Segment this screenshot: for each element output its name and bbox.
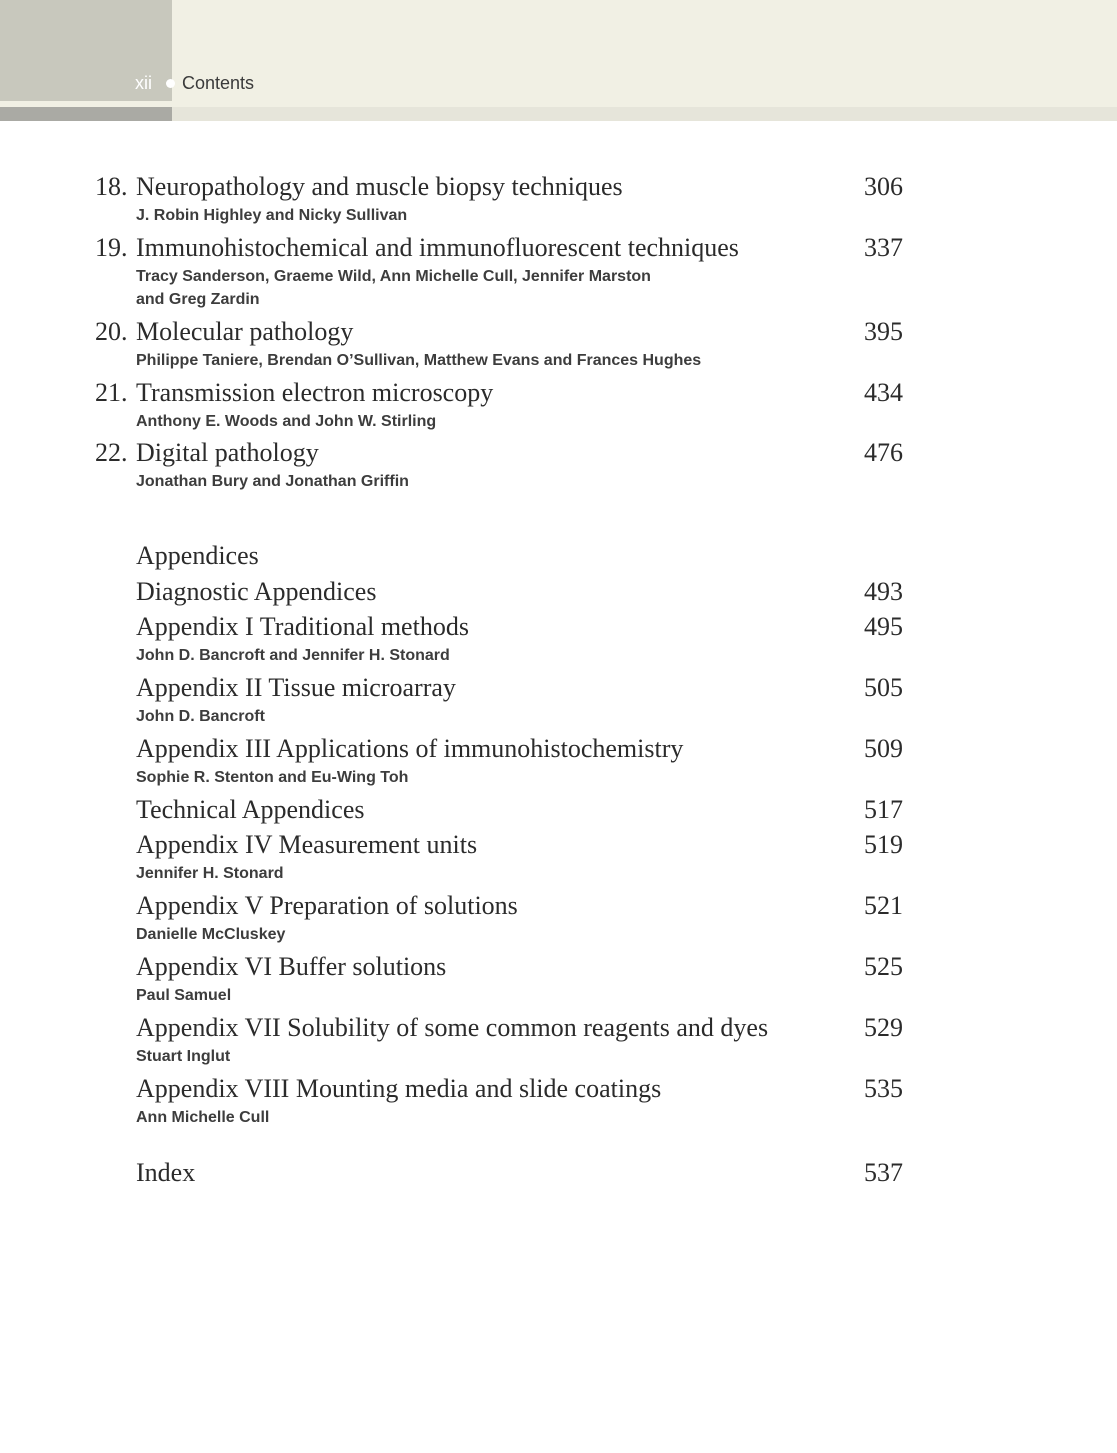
chapter-title: Molecular pathology	[136, 317, 354, 346]
page-ref: 337	[864, 233, 903, 262]
appendix-authors: Sophie R. Stenton and Eu-Wing Toh	[136, 769, 409, 786]
page-ref: 395	[864, 317, 903, 346]
section-title: Diagnostic Appendices	[136, 577, 377, 606]
chapter-number: 22.	[95, 438, 128, 467]
page-ref: 525	[864, 952, 903, 981]
page-ref: 529	[864, 1013, 903, 1042]
page-ref: 535	[864, 1074, 903, 1103]
chapter-authors: Philippe Taniere, Brendan O’Sullivan, Matthew Evans and Frances Hughes	[136, 352, 702, 369]
chapter-number: 21.	[95, 378, 128, 407]
appendix-title: Appendix III Applications of immunohistochemistry	[136, 734, 684, 763]
chapter-number: 20.	[95, 317, 128, 346]
page-ref: 517	[864, 795, 903, 824]
appendix-authors: Jennifer H. Stonard	[136, 865, 284, 882]
chapter-authors: J. Robin Highley and Nicky Sullivan	[136, 207, 408, 224]
appendix-authors: Ann Michelle Cull	[136, 1109, 270, 1126]
chapter-number: 19.	[95, 233, 128, 262]
page-number: xii	[135, 73, 152, 93]
chapter-authors: Jonathan Bury and Jonathan Griffin	[136, 473, 409, 490]
chapter-authors: Anthony E. Woods and John W. Stirling	[136, 413, 437, 430]
appendix-authors: Stuart Inglut	[136, 1048, 231, 1065]
page-ref: 434	[864, 378, 903, 407]
chapter-title: Transmission electron microscopy	[136, 378, 494, 407]
appendices-heading-text: Appendices	[136, 541, 259, 570]
appendix-title: Appendix V Preparation of solutions	[136, 891, 518, 920]
chapter-title: Digital pathology	[136, 438, 319, 467]
running-head: Contents	[182, 73, 255, 93]
appendix-title: Appendix VIII Mounting media and slide coatings	[136, 1074, 662, 1103]
page-ref: 495	[864, 612, 903, 641]
appendix-title: Appendix IV Measurement units	[136, 830, 478, 859]
page-ref: 519	[864, 830, 903, 859]
page-ref: 537	[864, 1158, 903, 1187]
appendix-title: Appendix VI Buffer solutions	[136, 952, 447, 981]
page-ref: 476	[864, 438, 903, 467]
appendix-authors: John D. Bancroft	[136, 708, 265, 725]
bullet-dot-icon	[166, 79, 175, 88]
page-ref: 505	[864, 673, 903, 702]
appendix-title: Appendix I Traditional methods	[136, 612, 469, 641]
chapter-authors: Tracy Sanderson, Graeme Wild, Ann Michelle Cull, Jennifer Marston and Greg Zardin	[136, 268, 651, 308]
page-ref: 306	[864, 172, 903, 201]
appendix-authors: Danielle McCluskey	[136, 926, 286, 943]
page-ref: 509	[864, 734, 903, 763]
index-title: Index	[136, 1158, 196, 1187]
appendix-title: Appendix II Tissue microarray	[136, 673, 456, 702]
appendix-title: Appendix VII Solubility of some common reagents and dyes	[136, 1013, 769, 1042]
chapter-number: 18.	[95, 172, 128, 201]
page-ref: 521	[864, 891, 903, 920]
header-strip-right	[172, 107, 1117, 121]
header-strip-left	[0, 107, 172, 121]
appendix-authors: Paul Samuel	[136, 987, 232, 1004]
page-ref: 493	[864, 577, 903, 606]
section-title: Technical Appendices	[136, 795, 365, 824]
chapter-title: Neuropathology and muscle biopsy techniques	[136, 172, 623, 201]
chapter-title: Immunohistochemical and immunofluorescent techniques	[136, 233, 739, 262]
appendix-authors: John D. Bancroft and Jennifer H. Stonard	[136, 647, 450, 664]
